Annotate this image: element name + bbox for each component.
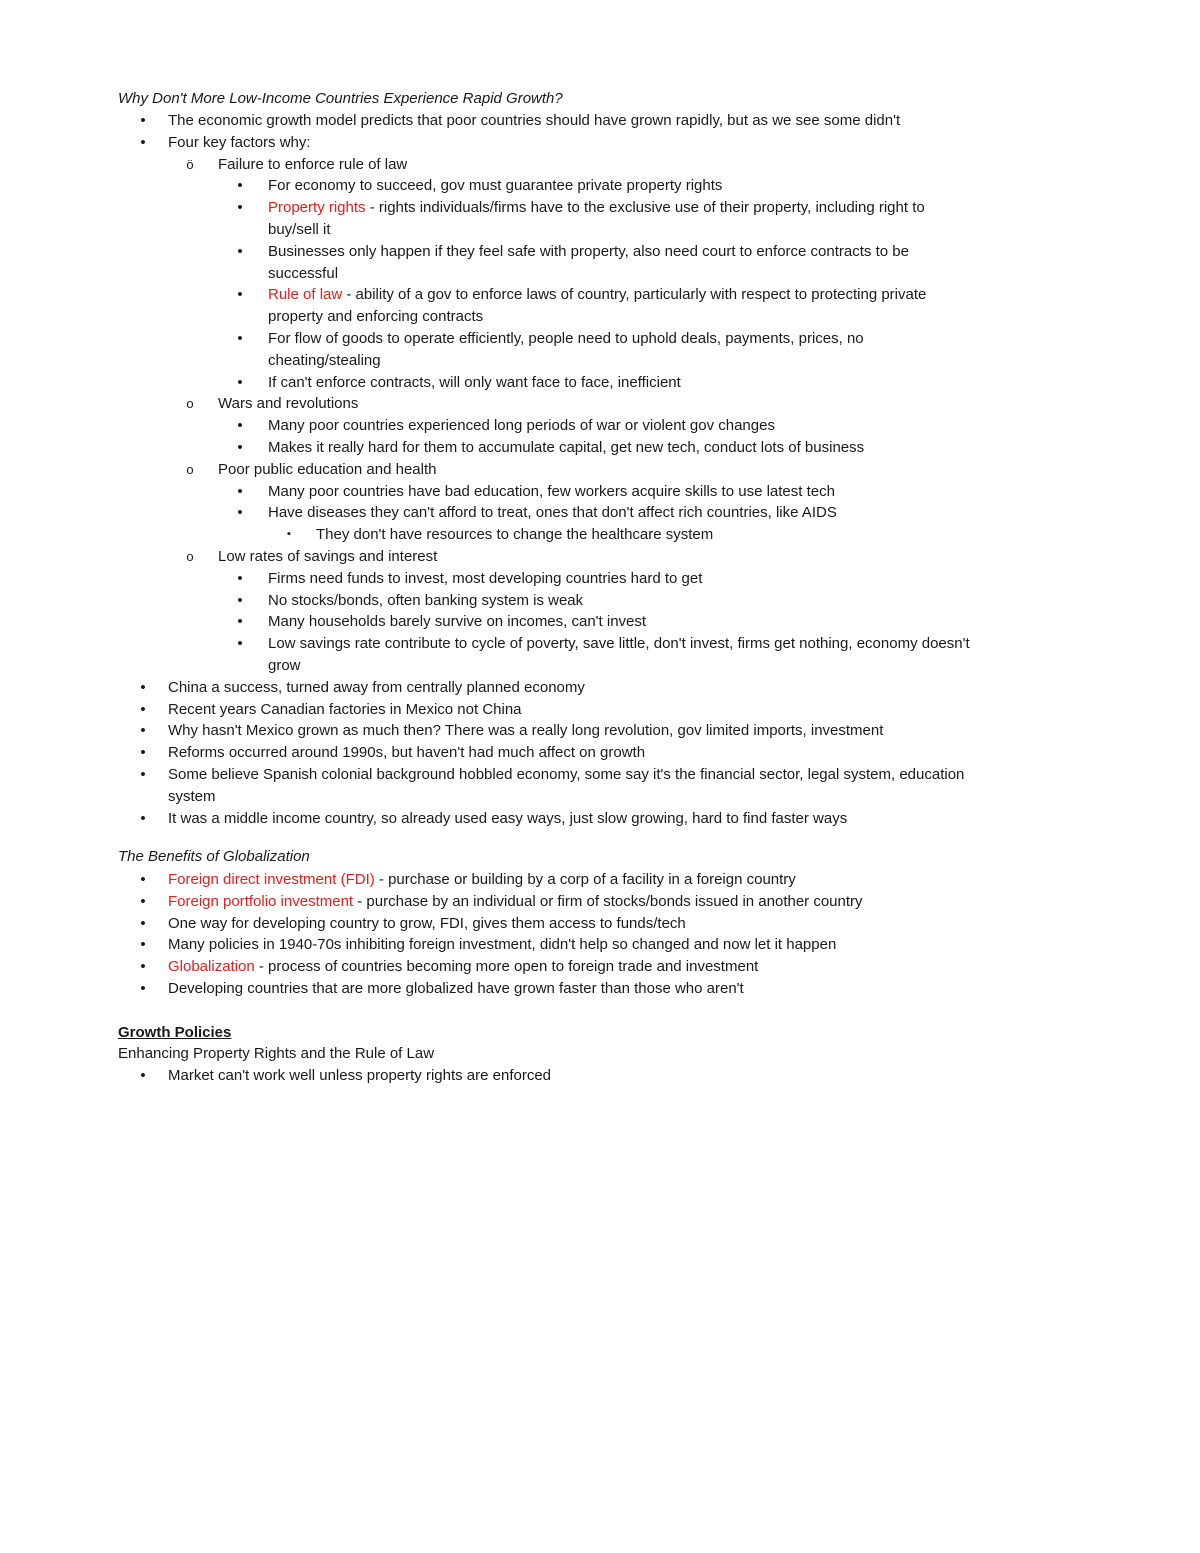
list-item: o Wars and revolutions xyxy=(0,393,1200,415)
list-item: • If can't enforce contracts, will only want face to face, inefficient xyxy=(0,372,1200,394)
list-item: • Have diseases they can't afford to treat, ones that don't affect rich countries, like AIDS xyxy=(0,502,1200,524)
list-item: ö Failure to enforce rule of law xyxy=(0,154,1200,176)
list-item: • Foreign portfolio investment - purchase by an individual or firm of stocks/bonds issued in another country xyxy=(0,891,1200,913)
key-term: Foreign portfolio investment xyxy=(168,892,354,910)
list-item: • No stocks/bonds, often banking system is weak xyxy=(0,590,1200,612)
bullet-icon: • xyxy=(140,958,146,976)
square-bullet-icon: ▪ xyxy=(287,528,291,541)
hollow-bullet-icon: o xyxy=(186,396,194,412)
list-item: • Businesses only happen if they feel safe with property, also need court to enforce contracts to be successful xyxy=(0,241,1200,285)
hollow-bullet-icon: o xyxy=(186,461,194,477)
subsection-heading-property-rights: Enhancing Property Rights and the Rule of Law xyxy=(118,1045,435,1062)
bullet-icon: • xyxy=(237,438,243,456)
list-item: • Some believe Spanish colonial background hobbled economy, some say it's the financial sector, legal system, education system xyxy=(0,764,1200,808)
list-item: • Why hasn't Mexico grown as much then? There was a really long revolution, gov limited imports, investment xyxy=(0,720,1200,742)
bullet-icon: • xyxy=(140,112,146,129)
bullet-icon: • xyxy=(237,569,243,587)
list-item: • Many poor countries have bad education, few workers acquire skills to use latest tech xyxy=(0,481,1200,503)
list-item: o Low rates of savings and interest xyxy=(0,546,1200,568)
bullet-icon: • xyxy=(237,635,243,653)
key-term: Rule of law xyxy=(268,286,343,304)
bullet-icon: • xyxy=(237,177,243,195)
bullet-icon: • xyxy=(237,482,243,500)
list-item: • Many households barely survive on incomes, can't invest xyxy=(0,611,1200,633)
list-item: • Property rights - rights individuals/firms have to the exclusive use of their property, including right to buy/sell it xyxy=(0,197,1200,241)
bullet-icon: • xyxy=(237,199,243,217)
list-item: • Reforms occurred around 1990s, but haven't had much affect on growth xyxy=(0,742,1200,764)
list-item: • Rule of law - ability of a gov to enforce laws of country, particularly with respect to protecting private property and enforcing contracts xyxy=(0,284,1200,328)
bullet-icon: • xyxy=(140,1067,146,1084)
list-item: ▪ They don't have resources to change the healthcare system xyxy=(0,524,1200,546)
bullet-icon: • xyxy=(237,242,243,260)
list-item: • Four key factors why: xyxy=(0,132,1200,154)
list-item: • Low savings rate contribute to cycle of poverty, save little, don't invest, firms get nothing, economy doesn't grow xyxy=(0,633,1200,677)
bullet-icon: • xyxy=(237,591,243,609)
key-term: Globalization xyxy=(168,958,255,976)
list-item: • The economic growth model predicts that poor countries should have grown rapidly, but as we see some didn't xyxy=(0,110,1200,132)
bullet-icon: • xyxy=(237,286,243,304)
key-term: Property rights xyxy=(268,199,366,217)
list-item: • China a success, turned away from centrally planned economy xyxy=(0,677,1200,699)
list-item: • Market can't work well unless property rights are enforced xyxy=(0,1065,1200,1087)
bullet-icon: • xyxy=(140,133,146,151)
key-term: Foreign direct investment (FDI) xyxy=(168,871,375,888)
bullet-icon: • xyxy=(140,809,146,827)
bullet-icon: • xyxy=(140,892,146,910)
bullet-icon: • xyxy=(140,700,146,718)
list-item: • For flow of goods to operate efficiently, people need to uphold deals, payments, prices, no cheating/stealing xyxy=(0,328,1200,372)
list-item: • Many poor countries experienced long periods of war or violent gov changes xyxy=(0,415,1200,437)
list-item: • Makes it really hard for them to accumulate capital, get new tech, conduct lots of business xyxy=(0,437,1200,459)
bullet-icon: • xyxy=(140,936,146,954)
bullet-icon: • xyxy=(140,722,146,740)
list-item: • Many policies in 1940-70s inhibiting foreign investment, didn't help so changed and now let it happen xyxy=(0,934,1200,956)
list-item: • Firms need funds to invest, most developing countries hard to get xyxy=(0,568,1200,590)
growth-policies-list xyxy=(0,1065,1200,1087)
section-heading-globalization: The Benefits of Globalization xyxy=(118,848,310,865)
bullet-icon: • xyxy=(237,329,243,347)
bullet-icon: • xyxy=(140,871,146,888)
low-income-growth-list xyxy=(0,110,1200,829)
list-item: • Globalization - process of countries becoming more open to foreign trade and investment xyxy=(0,956,1200,978)
bullet-icon: • xyxy=(237,613,243,631)
bullet-icon: • xyxy=(237,373,243,391)
hollow-bullet-icon: o xyxy=(186,548,194,564)
bullet-icon: • xyxy=(140,678,146,696)
bullet-icon: • xyxy=(237,504,243,522)
list-item: • Recent years Canadian factories in Mexico not China xyxy=(0,699,1200,721)
bullet-icon: • xyxy=(140,765,146,783)
list-item: • It was a middle income country, so already used easy ways, just slow growing, hard to find faster ways xyxy=(0,808,1200,830)
list-item: • For economy to succeed, gov must guarantee private property rights xyxy=(0,175,1200,197)
bullet-icon: • xyxy=(140,914,146,932)
list-item: • Foreign direct investment (FDI) - purchase or building by a corp of a facility in a foreign country xyxy=(0,869,1200,891)
globalization-list xyxy=(0,869,1200,1000)
bullet-icon: • xyxy=(237,417,243,435)
bullet-icon: • xyxy=(140,744,146,762)
section-heading-low-income-growth: Why Don't More Low-Income Countries Experience Rapid Growth? xyxy=(118,90,563,107)
list-item: • One way for developing country to grow, FDI, gives them access to funds/tech xyxy=(0,913,1200,935)
bullet-icon: • xyxy=(140,979,146,997)
list-item: o Poor public education and health xyxy=(0,459,1200,481)
hollow-bullet-icon: ö xyxy=(186,156,194,172)
section-heading-growth-policies: Growth Policies xyxy=(118,1024,232,1041)
list-item: • Developing countries that are more globalized have grown faster than those who aren't xyxy=(0,978,1200,1000)
